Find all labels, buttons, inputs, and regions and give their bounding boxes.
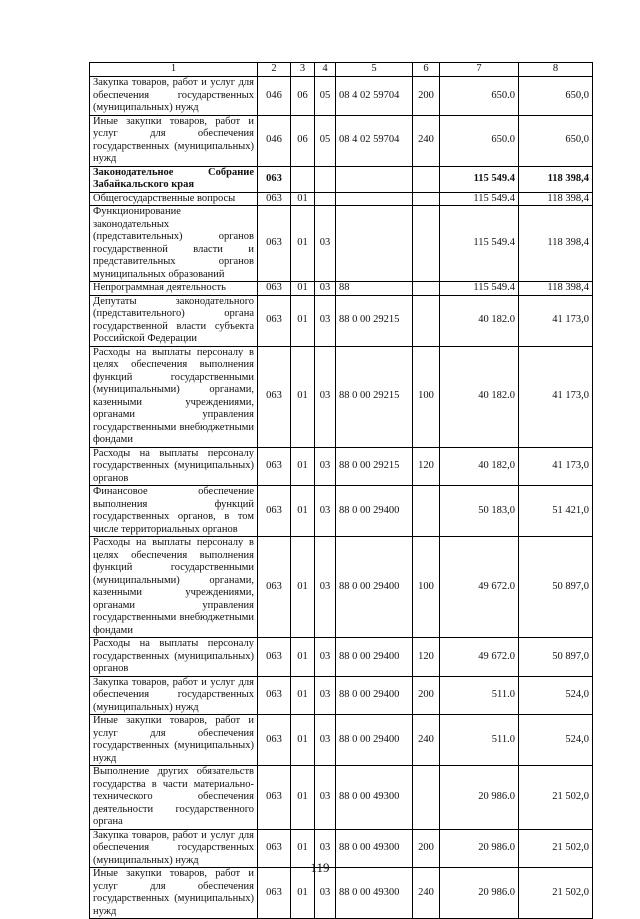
admin-code-cell: 046 xyxy=(258,77,291,116)
section-cell: 01 xyxy=(291,447,315,486)
section-cell: 01 xyxy=(291,766,315,830)
admin-code-cell: 063 xyxy=(258,346,291,447)
amount-year1-cell: 40 182.0 xyxy=(440,346,519,447)
expense-type-cell: 200 xyxy=(413,829,440,868)
amount-year2-cell: 650,0 xyxy=(519,115,593,166)
subsection-cell: 03 xyxy=(315,447,336,486)
amount-year2-cell: 50 897,0 xyxy=(519,638,593,677)
table-row xyxy=(90,766,593,830)
admin-code-cell: 063 xyxy=(258,715,291,766)
expense-type-cell xyxy=(413,486,440,537)
admin-code-cell: 063 xyxy=(258,206,291,282)
amount-year1-cell: 20 986.0 xyxy=(440,766,519,830)
expense-type-cell xyxy=(413,766,440,830)
target-article-cell xyxy=(336,192,413,206)
table-row xyxy=(90,676,593,715)
amount-year1-cell: 115 549.4 xyxy=(440,206,519,282)
subsection-cell: 03 xyxy=(315,537,336,638)
section-cell: 01 xyxy=(291,676,315,715)
amount-year2-cell: 118 398,4 xyxy=(519,206,593,282)
section-cell: 01 xyxy=(291,829,315,868)
subsection-cell: 03 xyxy=(315,206,336,282)
row-name-cell: Функционирование законодательных (представительных) органов государственной власти и представительных органов муниципальных образований xyxy=(90,206,258,282)
col-header: 6 xyxy=(413,63,440,77)
section-cell: 01 xyxy=(291,486,315,537)
target-article-cell: 88 0 00 49300 xyxy=(336,829,413,868)
table-row xyxy=(90,206,593,282)
amount-year2-cell: 21 502,0 xyxy=(519,829,593,868)
admin-code-cell: 063 xyxy=(258,192,291,206)
target-article-cell: 88 0 00 29400 xyxy=(336,486,413,537)
amount-year1-cell: 40 182,0 xyxy=(440,447,519,486)
expense-type-cell: 240 xyxy=(413,115,440,166)
admin-code-cell: 063 xyxy=(258,537,291,638)
target-article-cell: 88 0 00 29215 xyxy=(336,295,413,346)
expense-type-cell: 100 xyxy=(413,537,440,638)
target-article-cell: 88 0 00 49300 xyxy=(336,868,413,919)
amount-year1-cell: 115 549.4 xyxy=(440,192,519,206)
admin-code-cell: 063 xyxy=(258,282,291,296)
row-name-cell: Иные закупки товаров, работ и услуг для обеспечения государственных (муниципальных) нужд xyxy=(90,115,258,166)
col-header: 2 xyxy=(258,63,291,77)
col-header: 4 xyxy=(315,63,336,77)
amount-year2-cell: 118 398,4 xyxy=(519,282,593,296)
subsection-cell: 03 xyxy=(315,829,336,868)
amount-year1-cell: 49 672.0 xyxy=(440,638,519,677)
amount-year1-cell: 20 986.0 xyxy=(440,868,519,919)
col-header: 7 xyxy=(440,63,519,77)
amount-year2-cell: 650,0 xyxy=(519,77,593,116)
table-row xyxy=(90,447,593,486)
amount-year1-cell: 40 182.0 xyxy=(440,295,519,346)
target-article-cell: 08 4 02 59704 xyxy=(336,115,413,166)
col-header: 5 xyxy=(336,63,413,77)
table-row xyxy=(90,715,593,766)
section-cell: 01 xyxy=(291,715,315,766)
expense-type-cell xyxy=(413,282,440,296)
col-header: 1 xyxy=(90,63,258,77)
section-cell: 01 xyxy=(291,638,315,677)
section-cell: 01 xyxy=(291,346,315,447)
subsection-cell: 03 xyxy=(315,486,336,537)
table-row xyxy=(90,486,593,537)
subsection-cell: 03 xyxy=(315,346,336,447)
admin-code-cell: 063 xyxy=(258,676,291,715)
amount-year1-cell: 115 549.4 xyxy=(440,166,519,192)
row-name-cell: Расходы на выплаты персоналу государственных (муниципальных) органов xyxy=(90,447,258,486)
page-number: 119 xyxy=(310,860,330,875)
table-body xyxy=(90,77,593,919)
table-row xyxy=(90,346,593,447)
amount-year2-cell: 50 897,0 xyxy=(519,537,593,638)
row-name-cell: Законодательное Собрание Забайкальского края xyxy=(90,166,258,192)
target-article-cell: 88 0 00 49300 xyxy=(336,766,413,830)
section-cell: 01 xyxy=(291,537,315,638)
section-cell: 01 xyxy=(291,282,315,296)
amount-year2-cell: 41 173,0 xyxy=(519,346,593,447)
subsection-cell: 03 xyxy=(315,715,336,766)
amount-year1-cell: 511.0 xyxy=(440,715,519,766)
amount-year2-cell: 118 398,4 xyxy=(519,166,593,192)
amount-year2-cell: 21 502,0 xyxy=(519,766,593,830)
expense-type-cell: 120 xyxy=(413,447,440,486)
target-article-cell: 88 0 00 29400 xyxy=(336,537,413,638)
target-article-cell: 88 0 00 29215 xyxy=(336,346,413,447)
target-article-cell xyxy=(336,206,413,282)
amount-year2-cell: 524,0 xyxy=(519,676,593,715)
target-article-cell: 88 0 00 29400 xyxy=(336,715,413,766)
target-article-cell: 88 0 00 29215 xyxy=(336,447,413,486)
amount-year2-cell: 41 173,0 xyxy=(519,295,593,346)
section-cell: 01 xyxy=(291,868,315,919)
amount-year2-cell: 41 173,0 xyxy=(519,447,593,486)
admin-code-cell: 063 xyxy=(258,447,291,486)
admin-code-cell: 063 xyxy=(258,638,291,677)
section-cell: 06 xyxy=(291,77,315,116)
subsection-cell xyxy=(315,166,336,192)
section-cell: 01 xyxy=(291,295,315,346)
subsection-cell: 03 xyxy=(315,295,336,346)
header-row xyxy=(90,63,593,77)
target-article-cell: 08 4 02 59704 xyxy=(336,77,413,116)
admin-code-cell: 063 xyxy=(258,166,291,192)
table-row xyxy=(90,77,593,116)
amount-year1-cell: 511.0 xyxy=(440,676,519,715)
table-row xyxy=(90,115,593,166)
amount-year1-cell: 115 549.4 xyxy=(440,282,519,296)
amount-year1-cell: 650.0 xyxy=(440,77,519,116)
target-article-cell xyxy=(336,166,413,192)
budget-table xyxy=(89,62,593,919)
table-row xyxy=(90,282,593,296)
amount-year2-cell: 118 398,4 xyxy=(519,192,593,206)
subsection-cell: 03 xyxy=(315,676,336,715)
expense-type-cell: 240 xyxy=(413,868,440,919)
expense-type-cell: 100 xyxy=(413,346,440,447)
row-name-cell: Расходы на выплаты персоналу государственных (муниципальных) органов xyxy=(90,638,258,677)
amount-year2-cell: 524,0 xyxy=(519,715,593,766)
amount-year2-cell: 51 421,0 xyxy=(519,486,593,537)
expense-type-cell: 120 xyxy=(413,638,440,677)
row-name-cell: Иные закупки товаров, работ и услуг для обеспечения государственных (муниципальных) нужд xyxy=(90,715,258,766)
row-name-cell: Закупка товаров, работ и услуг для обеспечения государственных (муниципальных) нужд xyxy=(90,829,258,868)
subsection-cell: 03 xyxy=(315,282,336,296)
col-header: 3 xyxy=(291,63,315,77)
admin-code-cell: 063 xyxy=(258,868,291,919)
section-cell: 06 xyxy=(291,115,315,166)
amount-year2-cell: 21 502,0 xyxy=(519,868,593,919)
row-name-cell: Финансовое обеспечение выполнения функций государственных органов, в том числе территориальных органов xyxy=(90,486,258,537)
expense-type-cell: 200 xyxy=(413,676,440,715)
table-row xyxy=(90,295,593,346)
row-name-cell: Иные закупки товаров, работ и услуг для обеспечения государственных (муниципальных) нужд xyxy=(90,868,258,919)
col-header: 8 xyxy=(519,63,593,77)
section-cell: 01 xyxy=(291,192,315,206)
subsection-cell: 03 xyxy=(315,766,336,830)
table-row xyxy=(90,638,593,677)
amount-year1-cell: 50 183,0 xyxy=(440,486,519,537)
table-row xyxy=(90,537,593,638)
admin-code-cell: 063 xyxy=(258,766,291,830)
section-cell xyxy=(291,166,315,192)
row-name-cell: Расходы на выплаты персоналу в целях обеспечения выполнения функций государственными (муниципальными) органами, казенными учреждениями, органами управления государственными внебюджетными фондами xyxy=(90,346,258,447)
expense-type-cell xyxy=(413,206,440,282)
target-article-cell: 88 0 00 29400 xyxy=(336,676,413,715)
target-article-cell: 88 xyxy=(336,282,413,296)
expense-type-cell: 240 xyxy=(413,715,440,766)
amount-year1-cell: 49 672.0 xyxy=(440,537,519,638)
admin-code-cell: 063 xyxy=(258,295,291,346)
table-row xyxy=(90,166,593,192)
section-cell: 01 xyxy=(291,206,315,282)
row-name-cell: Выполнение других обязательств государства в части материально-технического обеспечения деятельности государственного органа xyxy=(90,766,258,830)
table-row xyxy=(90,192,593,206)
row-name-cell: Расходы на выплаты персоналу в целях обеспечения выполнения функций государственными (муниципальными) органами, казенными учреждениями, органами управления государственными внебюджетными фондами xyxy=(90,537,258,638)
amount-year1-cell: 650.0 xyxy=(440,115,519,166)
admin-code-cell: 046 xyxy=(258,115,291,166)
admin-code-cell: 063 xyxy=(258,486,291,537)
expense-type-cell xyxy=(413,166,440,192)
row-name-cell: Непрограммная деятельность xyxy=(90,282,258,296)
subsection-cell: 03 xyxy=(315,638,336,677)
subsection-cell: 05 xyxy=(315,115,336,166)
subsection-cell xyxy=(315,192,336,206)
row-name-cell: Закупка товаров, работ и услуг для обеспечения государственных (муниципальных) нужд xyxy=(90,676,258,715)
expense-type-cell: 200 xyxy=(413,77,440,116)
amount-year1-cell: 20 986.0 xyxy=(440,829,519,868)
subsection-cell: 03 xyxy=(315,868,336,919)
row-name-cell: Закупка товаров, работ и услуг для обеспечения государственных (муниципальных) нужд xyxy=(90,77,258,116)
expense-type-cell xyxy=(413,192,440,206)
row-name-cell: Общегосударственные вопросы xyxy=(90,192,258,206)
expense-type-cell xyxy=(413,295,440,346)
subsection-cell: 05 xyxy=(315,77,336,116)
target-article-cell: 88 0 00 29400 xyxy=(336,638,413,677)
row-name-cell: Депутаты законодательного (представительного) органа государственной власти субъекта Российской Федерации xyxy=(90,295,258,346)
admin-code-cell: 063 xyxy=(258,829,291,868)
